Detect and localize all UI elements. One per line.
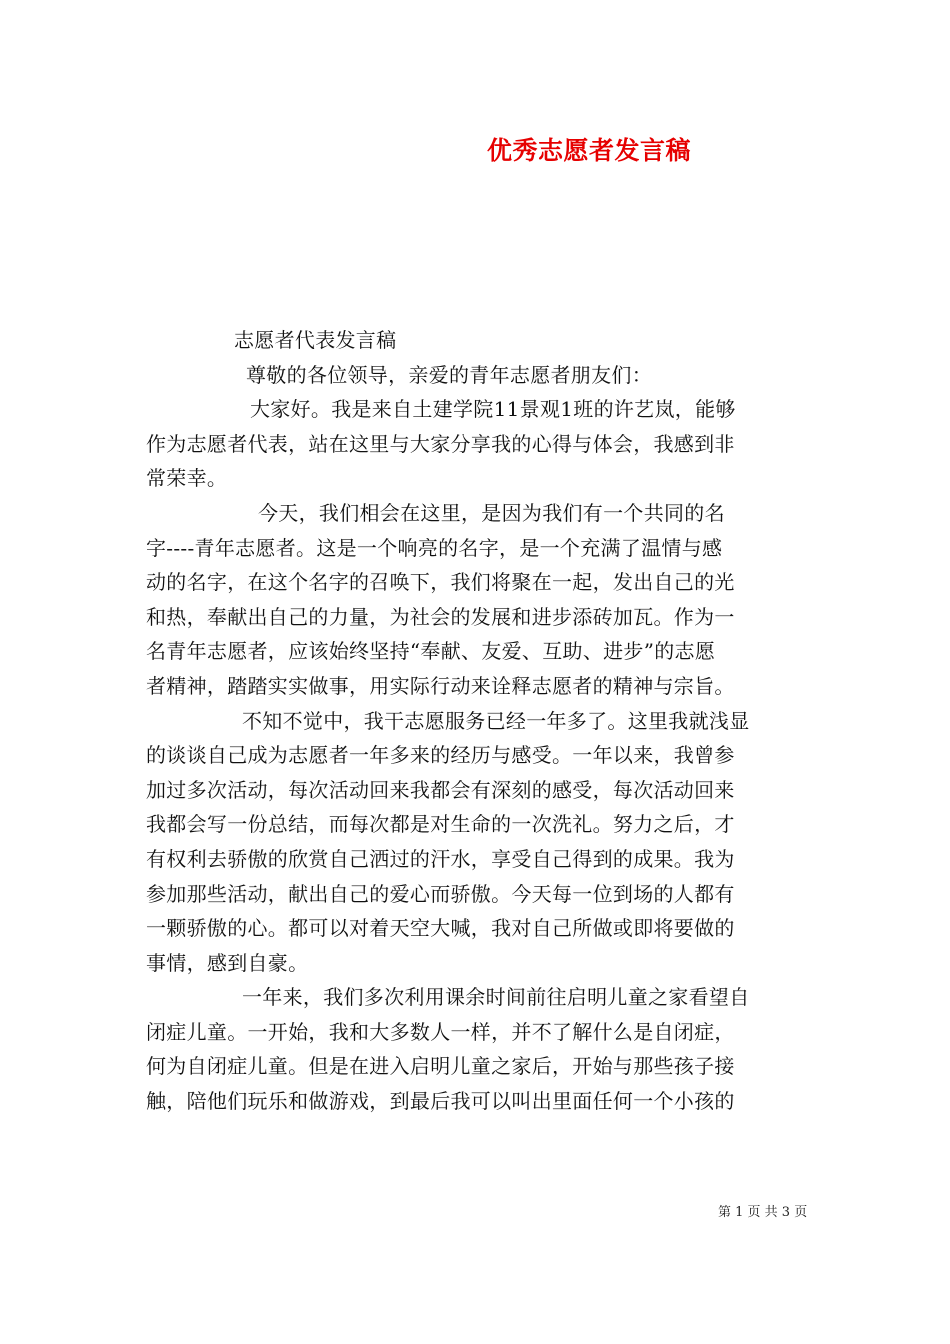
text-line: 一颗骄傲的心。都可以对着天空大喊，我对自己所做或即将要做的 (146, 916, 735, 941)
text-line: 字----青年志愿者。这是一个响亮的名字，是一个充满了温情与感 (146, 535, 723, 560)
text-line: 者精神，踏踏实实做事，用实际行动来诠释志愿者的精神与宗旨。 (146, 673, 735, 698)
text-line: 动的名字，在这个名字的召唤下，我们将聚在一起，发出自己的光 (146, 570, 735, 595)
text-line: 名青年志愿者，应该始终坚持“奉献、友爱、互助、进步”的志愿 (146, 639, 716, 664)
document-title: 优秀志愿者发言稿 (487, 136, 692, 165)
page-number: 第 1 页 共 3 页 (718, 1205, 808, 1220)
text-line: 我都会写一份总结，而每次都是对生命的一次洗礼。努力之后，才 (146, 812, 735, 837)
text-line: 不知不觉中，我干志愿服务已经一年多了。这里我就浅显 (242, 708, 750, 733)
text-line: 事情，感到自豪。 (146, 950, 309, 975)
text-line: 大家好。我是来自土建学院11景观1班的许艺岚，能够 (250, 397, 736, 422)
text-line: 常荣幸。 (146, 466, 228, 491)
text-line: 何为自闭症儿童。但是在进入启明儿童之家后，开始与那些孩子接 (146, 1054, 735, 1079)
text-line: 一年来，我们多次利用课余时间前往启明儿童之家看望自 (242, 985, 750, 1010)
text-line: 和热，奉献出自己的力量，为社会的发展和进步添砖加瓦。作为一 (146, 604, 735, 629)
text-line: 触，陪他们玩乐和做游戏，到最后我可以叫出里面任何一个小孩的 (146, 1089, 735, 1114)
text-line: 有权利去骄傲的欣赏自己洒过的汗水，享受自己得到的成果。我为 (146, 846, 735, 871)
text-line: 志愿者代表发言稿 (234, 328, 397, 352)
text-line: 闭症儿童。一开始，我和大多数人一样，并不了解什么是自闭症， (146, 1019, 735, 1044)
document-body (146, 323, 806, 1119)
text-line: 作为志愿者代表，站在这里与大家分享我的心得与体会，我感到非 (146, 431, 735, 456)
text-line: 参加那些活动，献出自己的爱心而骄傲。今天每一位到场的人都有 (146, 881, 735, 906)
text-line: 加过多次活动，每次活动回来我都会有深刻的感受，每次活动回来 (146, 777, 735, 802)
text-line: 今天，我们相会在这里，是因为我们有一个共同的名 (258, 500, 725, 525)
text-line: 的谈谈自己成为志愿者一年多来的经历与感受。一年以来，我曾参 (146, 743, 735, 768)
text-line: 尊敬的各位领导，亲爱的青年志愿者朋友们： (246, 362, 652, 387)
